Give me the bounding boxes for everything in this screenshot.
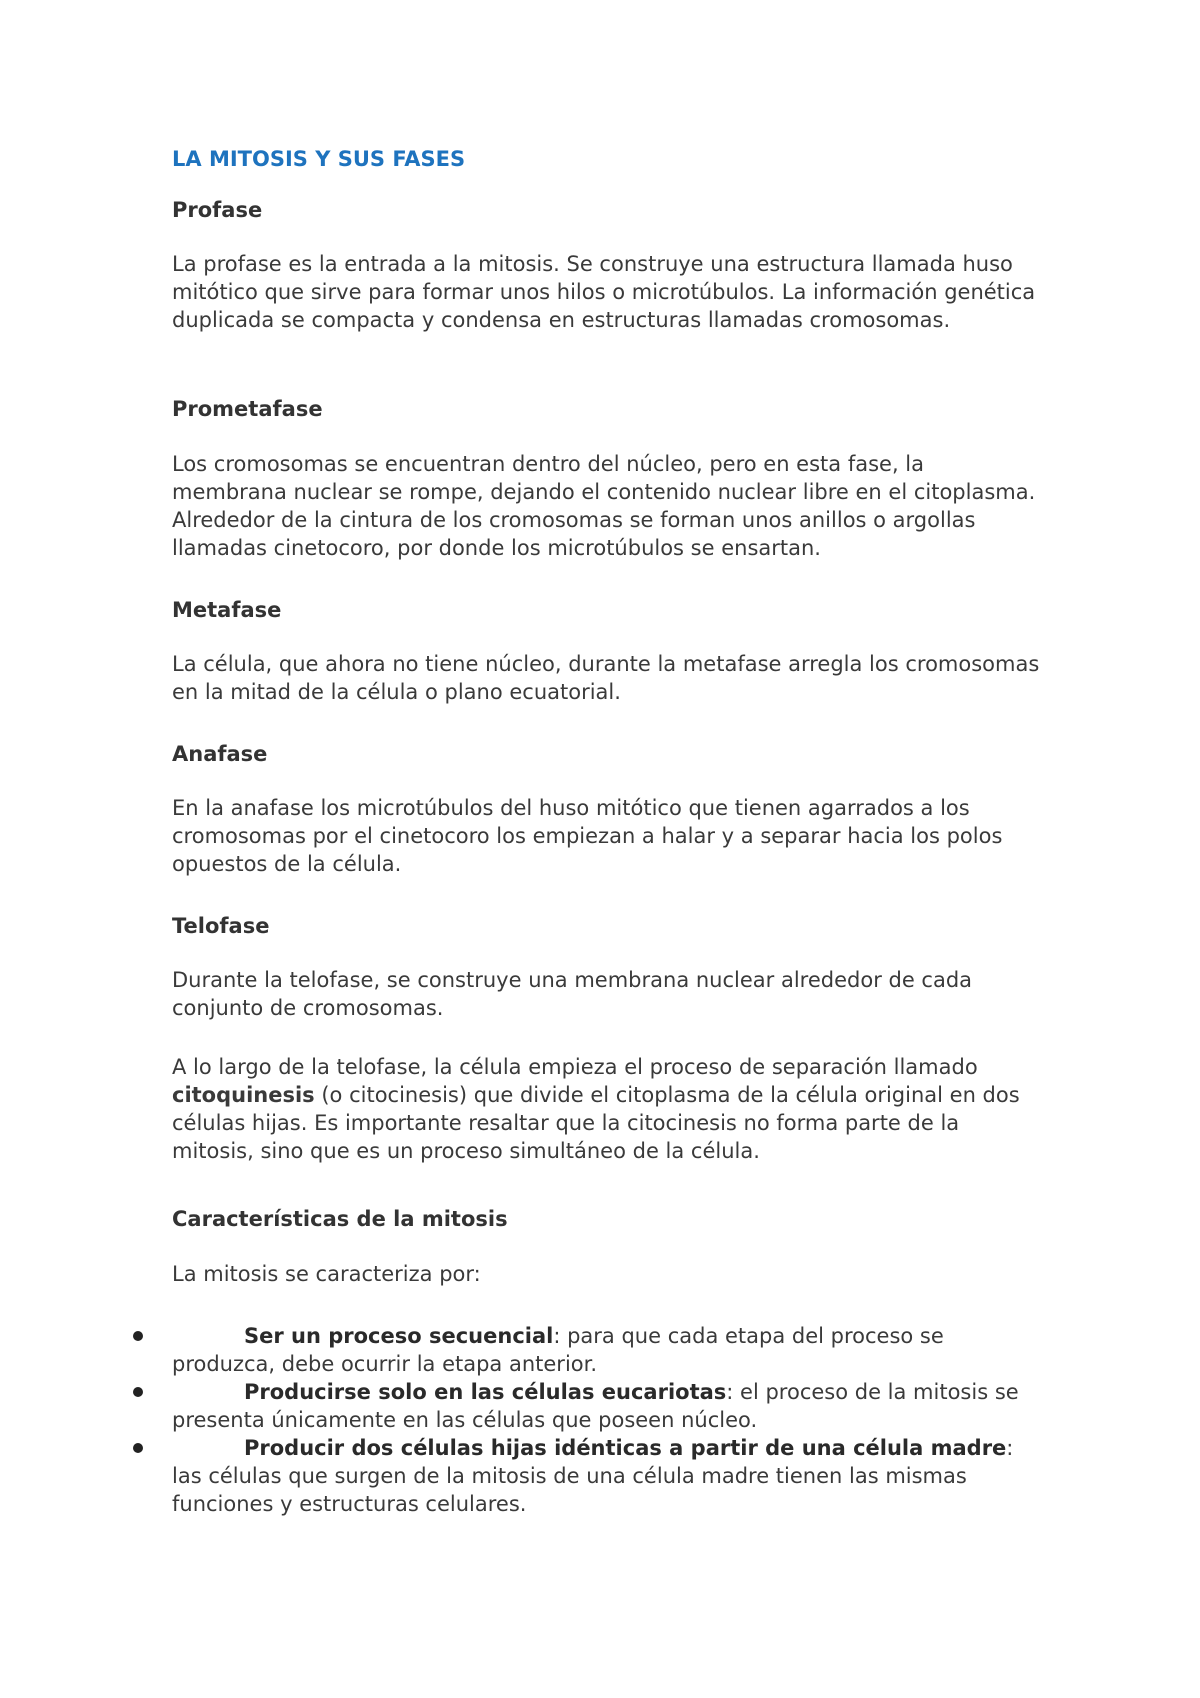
list-item-bold: Producirse solo en las células eucariotas xyxy=(244,1380,727,1404)
list-item-rest: : el proceso de la mitosis se presenta únicamente en las células que poseen núcleo. xyxy=(172,1380,1019,1432)
list-item xyxy=(0,1378,1200,1434)
list-item xyxy=(0,1322,1200,1378)
heading-caracteristicas: Características de la mitosis xyxy=(172,1207,508,1231)
list-item-bold: Producir dos células hijas idénticas a partir de una célula madre xyxy=(244,1436,1007,1460)
paragraph-caracteristicas-intro: La mitosis se caracteriza por: xyxy=(172,1262,481,1286)
list-item-bold: Ser un proceso secuencial xyxy=(244,1324,554,1348)
document-title: LA MITOSIS Y SUS FASES xyxy=(172,147,466,171)
bullet-icon xyxy=(133,1387,143,1397)
paragraph-profase: La profase es la entrada a la mitosis. Se construye una estructura llamada huso mitótico que sirve para formar unos hilos o microtúbulos. La información genética duplicada se compacta y condensa en estructuras llamadas cromosomas. xyxy=(172,252,1036,332)
characteristics-list xyxy=(0,1322,1200,1518)
list-item-rest: : para que cada etapa del proceso se produzca, debe ocurrir la etapa anterior. xyxy=(172,1324,944,1376)
paragraph-citoquinesis xyxy=(172,1053,1042,1165)
heading-prometafase: Prometafase xyxy=(172,397,323,421)
citoquinesis-text-before: A lo largo de la telofase, la célula empieza el proceso de separación llamado xyxy=(172,1055,978,1079)
heading-telofase: Telofase xyxy=(172,914,270,938)
heading-metafase: Metafase xyxy=(172,598,282,622)
paragraph-telofase: Durante la telofase, se construye una membrana nuclear alrededor de cada conjunto de cromosomas. xyxy=(172,968,973,1020)
citoquinesis-term: citoquinesis xyxy=(172,1083,315,1107)
citoquinesis-text-after: (o citocinesis) que divide el citoplasma de la célula original en dos células hijas. Es importante resaltar que la citocinesis no forma parte de la mitosis, sino que es un proceso simultáneo de la célula. xyxy=(172,1083,1020,1163)
heading-anafase: Anafase xyxy=(172,742,268,766)
list-item-text xyxy=(172,1378,1042,1434)
paragraph-prometafase: Los cromosomas se encuentran dentro del núcleo, pero en esta fase, la membrana nuclear se rompe, dejando el contenido nuclear libre en el citoplasma. Alrededor de la cintura de los cromosomas se forman unos anillos o argollas llamadas cinetocoro, por donde los microtúbulos se ensartan. xyxy=(172,452,1036,560)
list-item-text xyxy=(172,1434,1042,1518)
bullet-icon xyxy=(133,1331,143,1341)
bullet-icon xyxy=(133,1443,143,1453)
list-item-text xyxy=(172,1322,1042,1378)
list-item-rest: : las células que surgen de la mitosis de una célula madre tienen las mismas funciones y estructuras celulares. xyxy=(172,1436,1014,1516)
list-item xyxy=(0,1434,1200,1518)
paragraph-anafase: En la anafase los microtúbulos del huso mitótico que tienen agarrados a los cromosomas por el cinetocoro los empiezan a halar y a separar hacia los polos opuestos de la célula. xyxy=(172,796,1003,876)
paragraph-metafase: La célula, que ahora no tiene núcleo, durante la metafase arregla los cromosomas en la mitad de la célula o plano ecuatorial. xyxy=(172,652,1040,704)
heading-profase: Profase xyxy=(172,198,263,222)
